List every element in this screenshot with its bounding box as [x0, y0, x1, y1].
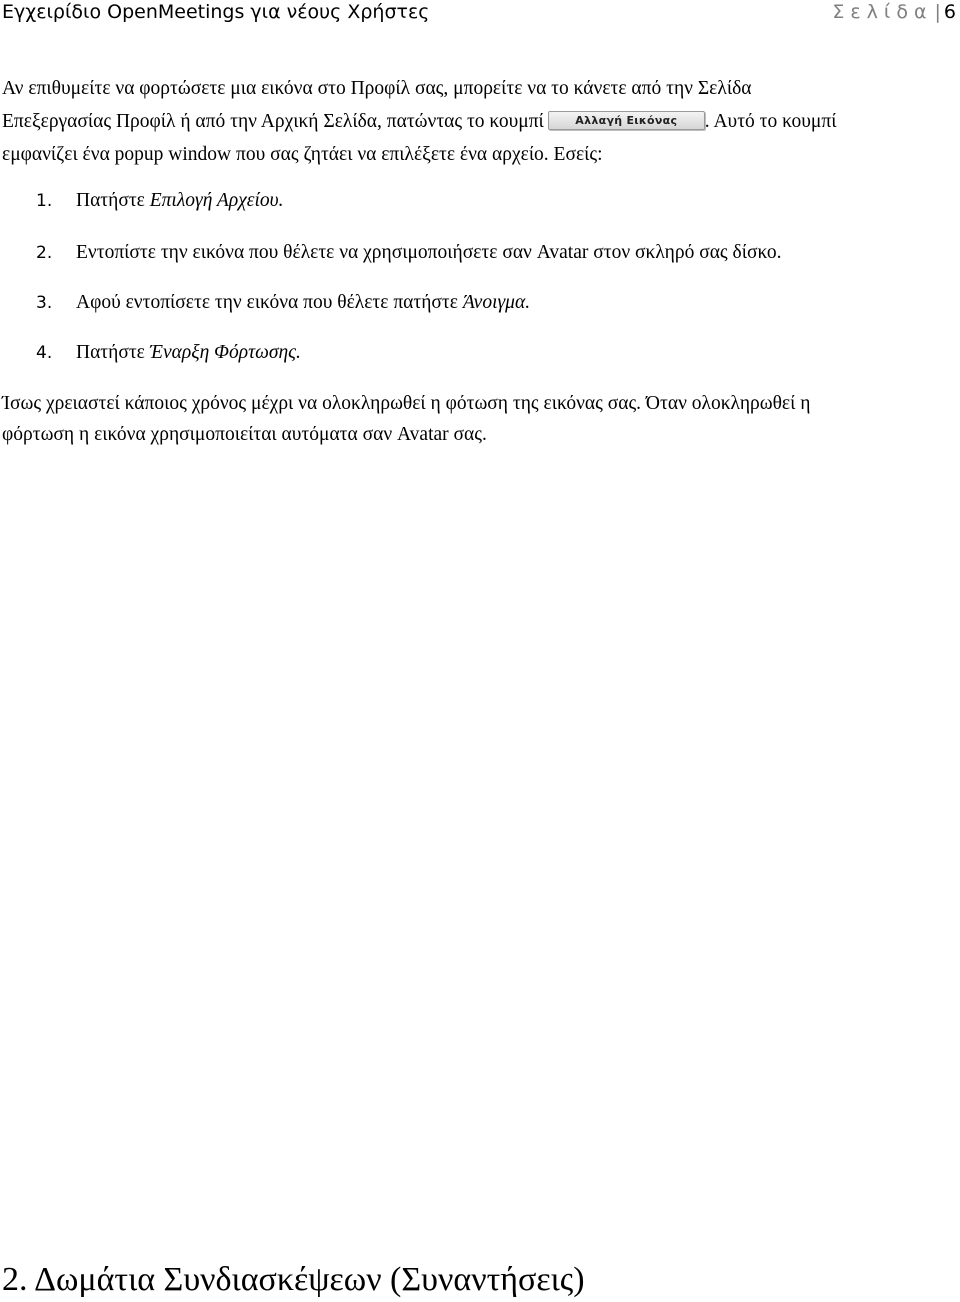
list-item-text: Πατήστε — [76, 190, 150, 211]
intro-line-2 — [2, 105, 836, 138]
list-item-number: 3. — [36, 293, 53, 313]
intro-line-2-text: Επεξεργασίας Προφίλ ή από την Αρχική Σελίδα, πατώντας το κουμπί — [2, 111, 544, 132]
list-item-text: Αφού εντοπίσετε την εικόνα που θέλετε πατήστε — [76, 292, 463, 313]
page-label: Σελίδα — [832, 1, 933, 23]
outro-line-2: φόρτωση η εικόνα χρησιμοποιείται αυτόματα σαν Avatar σας. — [2, 424, 487, 445]
list-item-emphasis: Άνοιγμα. — [462, 292, 531, 313]
list-item-number: 4. — [36, 343, 53, 363]
outro-line-1: Ίσως χρειαστεί κάποιος χρόνος μέχρι να ολοκληρωθεί η φότωση της εικόνας σας. Όταν ολοκληρωθεί η — [2, 393, 811, 414]
chapter-heading: 2. Δωμάτια Συνδιασκέψεων (Συναντήσεις) — [2, 1261, 585, 1298]
list-item-text: Πατήστε — [76, 342, 150, 363]
document-header-title: Εγχειρίδιο OpenMeetings για νέους Χρήστες — [2, 1, 430, 23]
intro-line-1: Αν επιθυμείτε να φορτώσετε μια εικόνα στο Προφίλ σας, μπορείτε να το κάνετε από την Σελίδα — [2, 78, 752, 99]
list-item-number: 1. — [36, 191, 53, 211]
list-item-number: 2. — [36, 243, 53, 263]
list-item-emphasis: Έναρξη Φόρτωσης. — [149, 342, 301, 363]
page-number: 6 — [943, 1, 956, 23]
page-separator: | — [934, 1, 941, 23]
list-item-text: Εντοπίστε την εικόνα που θέλετε να χρησιμοποιήσετε σαν Avatar στον σκληρό σας δίσκο. — [76, 242, 782, 263]
intro-line-2-tail: . Αυτό το κουμπί — [704, 111, 837, 132]
list-item — [36, 239, 782, 267]
change-image-button[interactable]: Αλλαγή Εικόνας — [548, 111, 705, 130]
list-item — [36, 289, 530, 317]
page-indicator — [832, 0, 956, 26]
intro-line-3: εμφανίζει ένα popup window που σας ζητάει να επιλέξετε ένα αρχείο. Εσείς: — [2, 144, 603, 165]
list-item — [36, 339, 301, 367]
list-item — [36, 187, 283, 215]
list-item-emphasis: Επιλογή Αρχείου. — [149, 190, 284, 211]
